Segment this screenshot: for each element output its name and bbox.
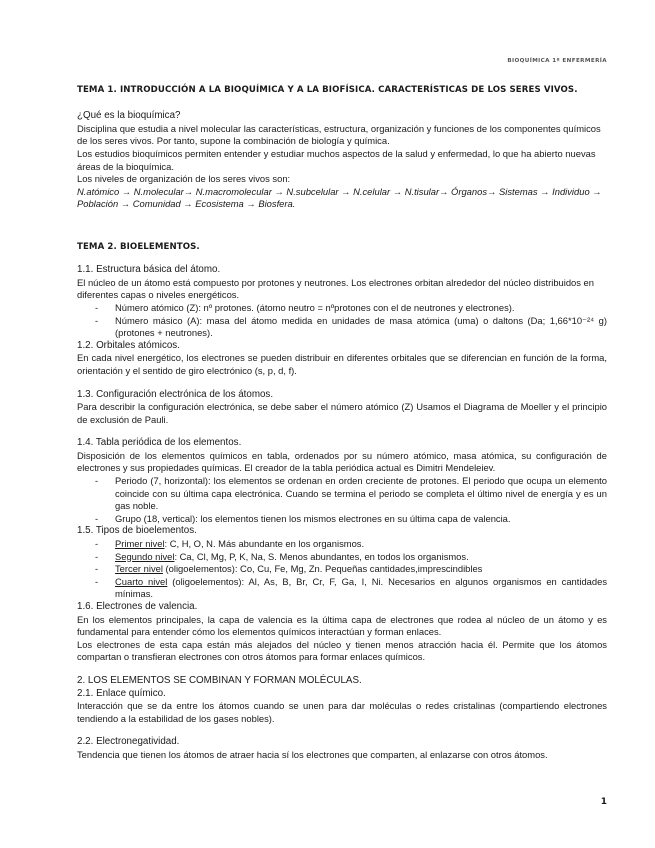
section-1-6-paragraph-1: En los elementos principales, la capa de valencia es la última capa de electrones que rodea al núcleo de un átomo y es fundamental para entender cómo los elementos químicos interactúan y forman enlaces. — [77, 613, 607, 638]
section-1-1-paragraph: El núcleo de un átomo está compuesto por protones y neutrones. Los electrones orbitan alrededor del núcleo distribuidos en diferentes capas o niveles energéticos. — [77, 276, 594, 301]
bioelement-level-label: Cuarto nivel — [115, 575, 168, 587]
list-item: - Número másico (A): masa del átomo medida en unidades de masa atómica (uma) o daltons (Da; 1,66*10⁻²⁴ g) (protones + neutrones). — [77, 315, 607, 340]
section-1-2-title: 1.2. Orbitales atómicos. — [77, 339, 180, 351]
section-1-3-title: 1.3. Configuración electrónica de los átomos. — [77, 388, 274, 400]
page-number: 1 — [600, 797, 607, 807]
page-content — [77, 84, 607, 762]
section-2-1-title: 2.1. Enlace químico. — [77, 687, 166, 699]
section-1-5-list — [77, 538, 607, 601]
list-item: - Periodo (7, horizontal): los elementos se ordenan en orden creciente de protones. El periodo que ocupa un elemento coincide con su última capa electrónica. Cuando se termina el periodo se completa el último nivel de energía y es un gas noble. — [77, 475, 607, 513]
section-1-1-list — [77, 302, 607, 340]
section-1-1-title: 1.1. Estructura básica del átomo. — [77, 264, 221, 276]
section-1-5-title: 1.5. Tipos de bioelementos. — [77, 525, 197, 537]
bioelement-level-label: Tercer nivel — [115, 563, 163, 575]
section-1-4-paragraph: Disposición de los elementos químicos en tabla, ordenados por su número atómico, masa atómica, su configuración de electrones y sus propiedades químicas. El creador de la tabla periódica actual es Dimitri Mendeleiev. — [77, 449, 607, 474]
bioelement-level-label: Primer nivel — [115, 538, 165, 550]
section-1-4-title: 1.4. Tabla periódica de los elementos. — [77, 437, 242, 449]
list-item: - Grupo (18, vertical): los elementos tienen los mismos electrones en su última capa de valencia. — [77, 513, 607, 526]
tema2-title: TEMA 2. BIOELEMENTOS. — [77, 241, 200, 252]
tema1-paragraph-2: Los estudios bioquímicos permiten entender y estudiar muchos aspectos de la salud y enfermedad, lo que ha abierto nuevas áreas de la bioquímica. — [77, 147, 596, 172]
section-2-1-paragraph: Interacción que se da entre los átomos cuando se unen para dar moléculas o redes cristalinas (compartiendo electrones tendiendo a la estabilidad de los gases nobles). — [77, 700, 607, 724]
tema1-title: TEMA 1. INTRODUCCIÓN A LA BIOQUÍMICA Y A LA BIOFÍSICA. CARACTERÍSTICAS DE LOS SERES VIVOS. — [77, 85, 578, 95]
running-header: BIOQUÍMICA 1º ENFERMERÍA — [507, 58, 607, 64]
bioelement-level-label: Segundo nivel — [115, 550, 175, 562]
tema1-paragraph-1: Disciplina que estudia a nivel molecular las características, estructura, organización y funciones de los componentes químicos de los seres vivos. Por tanto, supone la combinación de biología y química. — [77, 122, 601, 147]
section-1-2-paragraph: En cada nivel energético, los electrones se pueden distribuir en diferentes orbitales que se diferencian en función de la forma, orientación y el sentido de giro electrónico (s, p, d, f). — [77, 352, 607, 376]
list-item: - Tercer nivel (oligoelementos): Co, Cu, Fe, Mg, Zn. Pequeñas cantidades,imprescindibles — [77, 563, 607, 576]
section-2-title: 2. LOS ELEMENTOS SE COMBINAN Y FORMAN MOLÉCULAS. — [77, 674, 362, 686]
list-item: - Primer nivel: C, H, O, N. Más abundante en los organismos. — [77, 538, 607, 551]
section-2-2-paragraph: Tendencia que tienen los átomos de atraer hacia sí los electrones que comparten, al enlazarse con otros átomos. — [77, 748, 548, 760]
list-item: - Número atómico (Z): nº protones. (átomo neutro = nºprotones con el de neutrones y electrones). — [77, 302, 607, 315]
section-1-3-paragraph: Para describir la configuración electrónica, se debe saber el número atómico (Z) Usamos el Diagrama de Moeller y el principio de exclusión de Pauli. — [77, 401, 607, 425]
section-1-6-paragraph-2: Los electrones de esta capa están más alejados del núcleo y tienen menos atracción hacia él. Permite que los átomos compartan o transfieran electrones con otros átomos para formar enlaces químicos. — [77, 638, 607, 663]
tema1-paragraph-3: Los niveles de organización de los seres vivos son: — [77, 173, 291, 185]
list-item: - Segundo nivel: Ca, Cl, Mg, P, K, Na, S. Menos abundantes, en todos los organismos. — [77, 551, 607, 564]
list-item: - Cuarto nivel (oligoelementos): Al, As, B, Br, Cr, F, Ga, I, Ni. Necesarios en algunos organismos en cantidades mínimas. — [77, 576, 607, 601]
section-1-4-list — [77, 475, 607, 525]
section-1-6-title: 1.6. Electrones de valencia. — [77, 601, 198, 612]
section-2-2-title: 2.2. Electronegatividad. — [77, 736, 180, 748]
tema1-question: ¿Qué es la bioquímica? — [77, 110, 181, 122]
tema1-levels: N.atómico → N.molecular→ N.macromolecular → N.subcelular → N.celular → N.tisular→ Órganos→ Sistemas → Individuo → Población → Comunidad → Ecosistema → Biosfera. — [77, 185, 602, 210]
